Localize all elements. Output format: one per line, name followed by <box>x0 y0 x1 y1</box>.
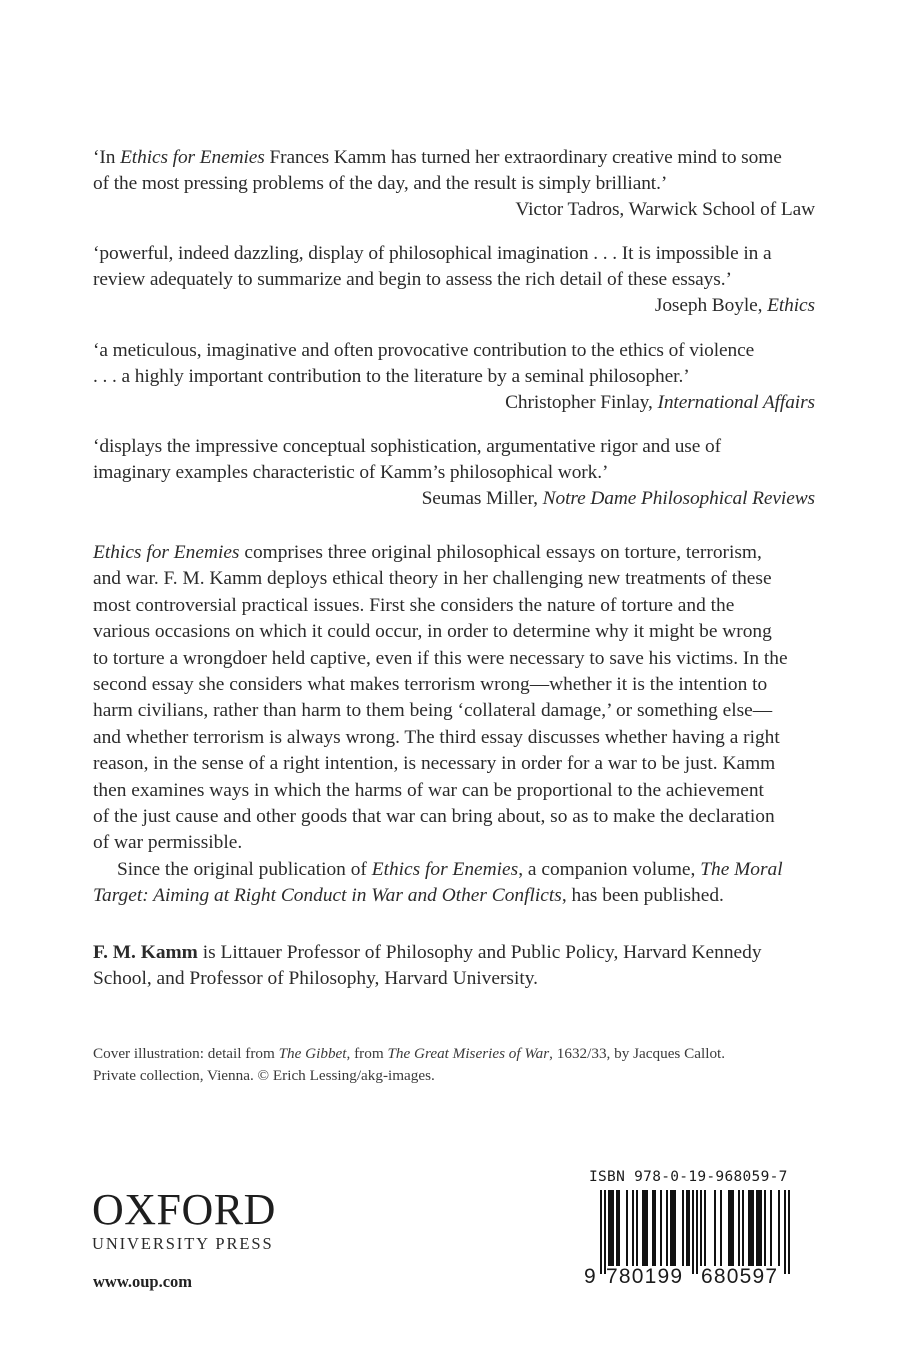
review-quote <box>93 338 815 416</box>
barcode-bar <box>632 1190 634 1266</box>
quote-line: of the most pressing problems of the day, and the result is simply brilliant.’ <box>93 173 668 194</box>
cover-credit <box>93 1043 813 1087</box>
description-line: of war permissible. <box>93 832 243 854</box>
review-quote <box>93 145 815 223</box>
barcode-bar <box>626 1190 628 1266</box>
companion-line: Since the original publication of Ethics for Enemies, a companion volume, The Moral <box>117 858 783 880</box>
barcode-bar <box>642 1190 644 1266</box>
barcode-bar <box>674 1190 676 1266</box>
barcode-bar <box>758 1190 760 1266</box>
barcode-bars <box>584 1190 810 1274</box>
author-bio-line: School, and Professor of Philosophy, Harvard University. <box>93 968 539 990</box>
barcode-bar <box>608 1190 610 1266</box>
cover-credit-line: Cover illustration: detail from The Gibbet, from The Great Miseries of War, 1632/33, by Jacques Callot. <box>93 1045 726 1062</box>
description-line: then examines ways in which the harms of war can be proportional to the achievement <box>93 779 764 801</box>
description-line: and war. F. M. Kamm deploys ethical theory in her challenging new treatments of these <box>93 568 772 590</box>
author-bio <box>93 940 817 993</box>
university-press-label: UNIVERSITY PRESS <box>92 1234 274 1253</box>
publisher-url: www.oup.com <box>93 1272 193 1291</box>
barcode-bar <box>720 1190 722 1266</box>
barcode-bar <box>636 1190 638 1266</box>
cover-credit-line: Private collection, Vienna. © Erich Lessing/akg-images. <box>93 1067 435 1084</box>
barcode-bar <box>646 1190 648 1266</box>
barcode-bar <box>616 1190 618 1266</box>
barcode-bar <box>692 1190 694 1274</box>
review-attribution: Joseph Boyle, Ethics <box>654 295 815 316</box>
barcode-bar <box>788 1190 790 1274</box>
isbn-label: ISBN 978-0-19-968059-7 <box>589 1169 788 1185</box>
barcode-bar <box>742 1190 744 1266</box>
description-line: most controversial practical issues. First she considers the nature of torture and the <box>93 594 735 616</box>
quote-line: . . . a highly important contribution to the literature by a seminal philosopher.’ <box>93 366 690 387</box>
companion-line: Target: Aiming at Right Conduct in War and Other Conflicts, has been published. <box>93 885 724 907</box>
barcode-bar <box>700 1190 702 1266</box>
barcode-bar <box>618 1190 620 1266</box>
barcode-bar <box>654 1190 656 1266</box>
isbn-barcode: ISBN 978-0-19-968059-7 9 780199 680597 <box>584 1168 810 1310</box>
quote-line: ‘displays the impressive conceptual sophistication, argumentative rigor and use of <box>93 436 721 457</box>
barcode-bar <box>644 1190 646 1266</box>
publisher-logo <box>92 1185 312 1254</box>
author-name: F. M. Kamm <box>93 942 198 963</box>
description-line: Ethics for Enemies comprises three original philosophical essays on torture, terrorism, <box>93 542 762 563</box>
quote-line: ‘powerful, indeed dazzling, display of philosophical imagination . . . It is impossible in a <box>93 243 772 264</box>
barcode-bar <box>686 1190 688 1266</box>
author-bio-line: F. M. Kamm is Littauer Professor of Philosophy and Public Policy, Harvard Kennedy <box>93 942 762 963</box>
review-attribution: Victor Tadros, Warwick School of Law <box>515 199 815 220</box>
description-line: second essay she considers what makes terrorism wrong—whether it is the intention to <box>93 674 768 696</box>
barcode-bar <box>778 1190 780 1266</box>
barcode-bar <box>732 1190 734 1266</box>
barcode-bar <box>750 1190 752 1266</box>
barcode-bar <box>714 1190 716 1266</box>
oxford-wordmark: OXFORD <box>92 1185 276 1234</box>
review-attribution: Seumas Miller, Notre Dame Philosophical Reviews <box>421 488 815 509</box>
barcode-bar <box>784 1190 786 1274</box>
barcode-bar <box>760 1190 762 1266</box>
barcode-bar <box>604 1190 606 1274</box>
review-attribution: Christopher Finlay, International Affairs <box>505 392 815 413</box>
barcode-bar <box>738 1190 740 1266</box>
quote-line: ‘In Ethics for Enemies Frances Kamm has turned her extraordinary creative mind to some <box>93 147 782 168</box>
barcode-bar <box>600 1190 602 1274</box>
description-line: to torture a wrongdoer held captive, even if this were necessary to save his victims. In the <box>93 647 788 669</box>
description-line: and whether terrorism is always wrong. The third essay discusses whether having a right <box>93 726 780 748</box>
barcode-bar <box>770 1190 772 1266</box>
barcode-bar <box>652 1190 654 1266</box>
barcode-bar <box>660 1190 662 1266</box>
review-quote <box>93 434 815 512</box>
barcode-bar <box>696 1190 698 1274</box>
barcode-bar <box>666 1190 668 1266</box>
barcode-bar <box>672 1190 674 1266</box>
barcode-bar <box>612 1190 614 1266</box>
quote-line: imaginary examples characteristic of Kamm’s philosophical work.’ <box>93 462 609 483</box>
barcode-bar <box>704 1190 706 1266</box>
barcode-bar <box>688 1190 690 1266</box>
barcode-bar <box>670 1190 672 1266</box>
quote-line: ‘a meticulous, imaginative and often provocative contribution to the ethics of violence <box>93 340 755 361</box>
barcode-bar <box>682 1190 684 1266</box>
book-description <box>93 540 817 910</box>
description-line: various occasions on which it could occur, in order to determine why it might be wrong <box>93 621 772 643</box>
description-line: of the just cause and other goods that war can bring about, so as to make the declaration <box>93 806 775 828</box>
description-line: reason, in the sense of a right intention, is necessary in order for a war to be just. Kamm <box>93 753 776 775</box>
barcode-bar <box>764 1190 766 1266</box>
barcode-bar <box>730 1190 732 1266</box>
barcode-bar <box>610 1190 612 1266</box>
description-line: harm civilians, rather than harm to them being ‘collateral damage,’ or something else— <box>93 700 773 722</box>
quote-line: review adequately to summarize and begin to assess the rich detail of these essays.’ <box>93 269 732 290</box>
review-quote <box>93 241 815 319</box>
barcode-bar <box>752 1190 754 1266</box>
barcode-bar <box>756 1190 758 1266</box>
barcode-bar <box>748 1190 750 1266</box>
barcode-bar <box>728 1190 730 1266</box>
